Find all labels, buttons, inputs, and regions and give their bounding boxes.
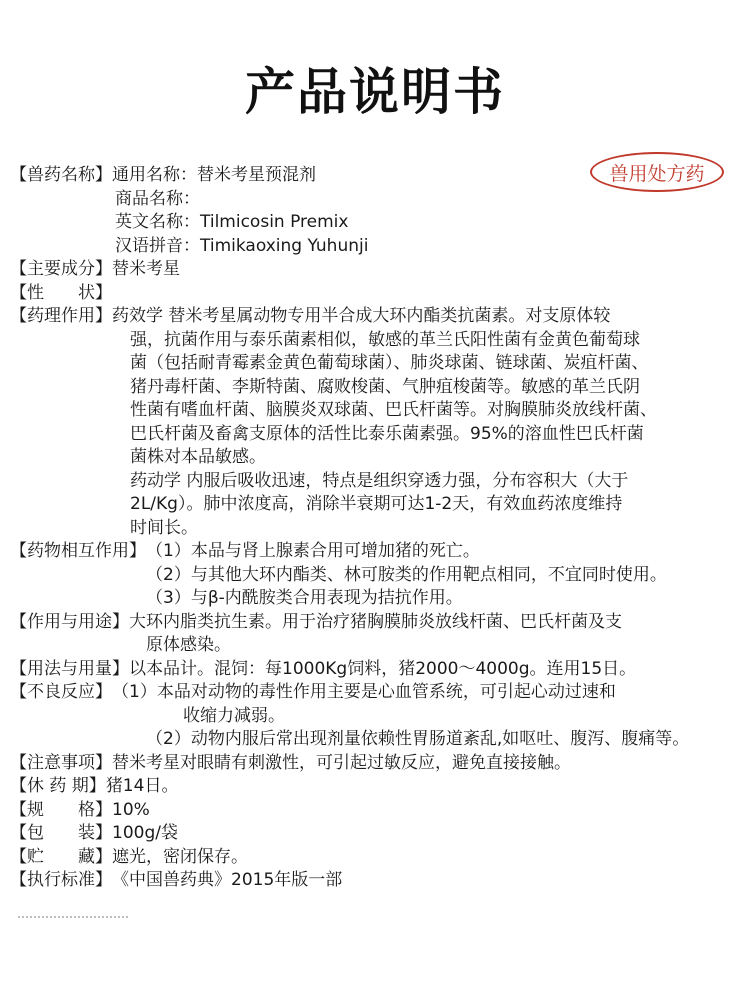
section-withdrawal [10, 775, 745, 799]
storage-text: 遮光，密闭保存。 [112, 846, 248, 867]
section-storage [10, 846, 745, 870]
section-label: 【执行标准】 [10, 870, 112, 890]
interaction-line: （1）本品与肾上腺素合用可增加猪的死亡。 [146, 541, 480, 561]
product-manual [10, 164, 745, 893]
pharmacology-line: 猪丹毒杆菌、李斯特菌、腐败梭菌、气肿疽梭菌等。敏感的革兰氏阴 [130, 376, 640, 397]
standard-text: 《中国兽药典》2015年版一部 [112, 870, 343, 890]
section-adverse [10, 681, 745, 705]
ingredient-text: 替米考星 [112, 259, 180, 279]
page-title: 产品说明书 [245, 63, 505, 121]
section-label: 【贮 藏】 [10, 846, 112, 867]
package-text: 100g/袋 [112, 823, 178, 843]
english-name: 英文名称：Tilmicosin Premix [115, 212, 349, 232]
adverse-line: 收缩力减弱。 [183, 705, 285, 726]
section-label: 【规 格】 [10, 799, 112, 820]
pharmacology-line: 菌株对本品敏感。 [130, 447, 266, 467]
pharmacology-line: 药动学 内服后吸收迅速，特点是组织穿透力强，分布容积大（大于 [130, 470, 629, 491]
cut-off-line [18, 916, 128, 926]
spec-text: 10% [112, 799, 150, 820]
section-label: 【性 状】 [10, 282, 112, 303]
interaction-line: （2）与其他大环内酯类、林可胺类的作用靶点相同，不宜同时使用。 [146, 564, 667, 585]
pharmacology-line: 性菌有嗜血杆菌、脑膜炎双球菌、巴氏杆菌等。对胸膜肺炎放线杆菌、 [130, 400, 657, 420]
pharmacology-line: 时间长。 [130, 517, 198, 538]
adverse-line: （2）动物内服后常出现剂量依赖性胃肠道紊乱,如呕吐、腹泻、腹痛等。 [146, 729, 690, 749]
section-standard [10, 869, 745, 893]
section-spec [10, 799, 745, 823]
section-ingredient [10, 258, 745, 282]
section-character [10, 282, 745, 306]
generic-name: 通用名称：替米考星预混剂 [112, 165, 316, 185]
usage-line: 原体感染。 [146, 635, 231, 655]
section-interaction [10, 540, 745, 564]
dosage-text: 以本品计。混饲：每1000Kg饲料，猪2000～4000g。连用15日。 [129, 658, 637, 679]
usage-line: 大环内脂类抗生素。用于治疗猪胸膜肺炎放线杆菌、巴氏杆菌及支 [129, 611, 622, 632]
section-label: 【药理作用】 [10, 306, 112, 326]
pharmacology-line: 菌（包括耐青霉素金黄色葡萄球菌）、肺炎球菌、链球菌、炭疽杆菌、 [130, 353, 649, 373]
section-label: 【休 药 期】 [10, 776, 106, 796]
section-package [10, 822, 745, 846]
pharmacology-line: 药效学 替米考星属动物专用半合成大环内酯类抗菌素。对支原体较 [112, 306, 611, 326]
section-pharmacology [10, 305, 745, 329]
adverse-line: （1）本品对动物的毒性作用主要是心血管系统，可引起心动过速和 [112, 682, 616, 702]
pharmacology-line: 巴氏杆菌及畜禽支原体的活性比泰乐菌素强。95%的溶血性巴氏杆菌 [130, 423, 644, 444]
withdrawal-text: 猪14日。 [105, 776, 179, 796]
section-label: 【兽药名称】 [10, 165, 112, 185]
trade-name: 商品名称： [115, 188, 200, 209]
pinyin-name: 汉语拼音：Timikaoxing Yuhunji [115, 235, 369, 256]
section-label: 【注意事项】 [10, 752, 112, 773]
section-caution [10, 752, 745, 776]
section-label: 【不良反应】 [10, 682, 112, 702]
section-label: 【用法与用量】 [10, 658, 129, 679]
pharmacology-line: 2L/Kg）。肺中浓度高，消除半衰期可达1-2天，有效血药浓度维持 [130, 494, 623, 514]
section-usage [10, 611, 745, 635]
pharmacology-line: 强，抗菌作用与泰乐菌素相似，敏感的革兰氏阳性菌有金黄色葡萄球 [130, 329, 640, 350]
section-label: 【药物相互作用】 [10, 541, 146, 561]
section-label: 【作用与用途】 [10, 611, 129, 632]
section-dosage [10, 658, 745, 682]
caution-text: 替米考星对眼睛有刺激性，可引起过敏反应，避免直接接触。 [112, 752, 571, 773]
section-label: 【主要成分】 [10, 259, 112, 279]
prescription-badge: 兽用处方药 [590, 152, 724, 192]
section-drug-name [10, 164, 745, 188]
section-label: 【包 装】 [10, 823, 112, 843]
interaction-line: （3）与β-内酰胺类合用表现为拮抗作用。 [146, 588, 463, 608]
